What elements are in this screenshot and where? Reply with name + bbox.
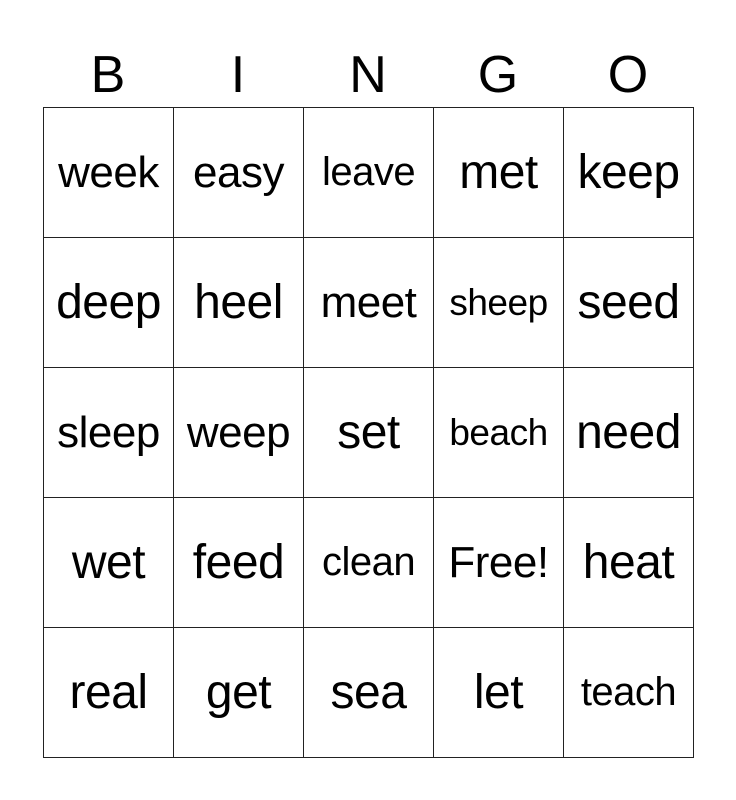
bingo-cell: week xyxy=(44,108,174,238)
bingo-cell: clean xyxy=(304,498,434,628)
bingo-cell: wet xyxy=(44,498,174,628)
bingo-cell: set xyxy=(304,368,434,498)
free-space-cell: Free! xyxy=(434,498,564,628)
bingo-cell: sea xyxy=(304,628,434,758)
bingo-cell: heat xyxy=(564,498,694,628)
bingo-cell: keep xyxy=(564,108,694,238)
bingo-cell: heel xyxy=(174,238,304,368)
bingo-cell: met xyxy=(434,108,564,238)
bingo-cell: feed xyxy=(174,498,304,628)
bingo-cell: get xyxy=(174,628,304,758)
bingo-board xyxy=(43,107,694,758)
header-letter-o: O xyxy=(607,46,649,104)
bingo-cell: beach xyxy=(434,368,564,498)
bingo-cell: meet xyxy=(304,238,434,368)
header-letter-g: G xyxy=(477,46,519,104)
bingo-header xyxy=(43,44,693,106)
bingo-cell: sleep xyxy=(44,368,174,498)
header-letter-n: N xyxy=(349,46,387,104)
header-letter-i: I xyxy=(230,46,246,104)
bingo-cell: real xyxy=(44,628,174,758)
bingo-cell: leave xyxy=(304,108,434,238)
bingo-cell: need xyxy=(564,368,694,498)
header-letter-b: B xyxy=(90,46,126,104)
bingo-cell: seed xyxy=(564,238,694,368)
bingo-cell: weep xyxy=(174,368,304,498)
bingo-cell: deep xyxy=(44,238,174,368)
bingo-cell: easy xyxy=(174,108,304,238)
bingo-cell: let xyxy=(434,628,564,758)
bingo-cell: sheep xyxy=(434,238,564,368)
bingo-cell: teach xyxy=(564,628,694,758)
